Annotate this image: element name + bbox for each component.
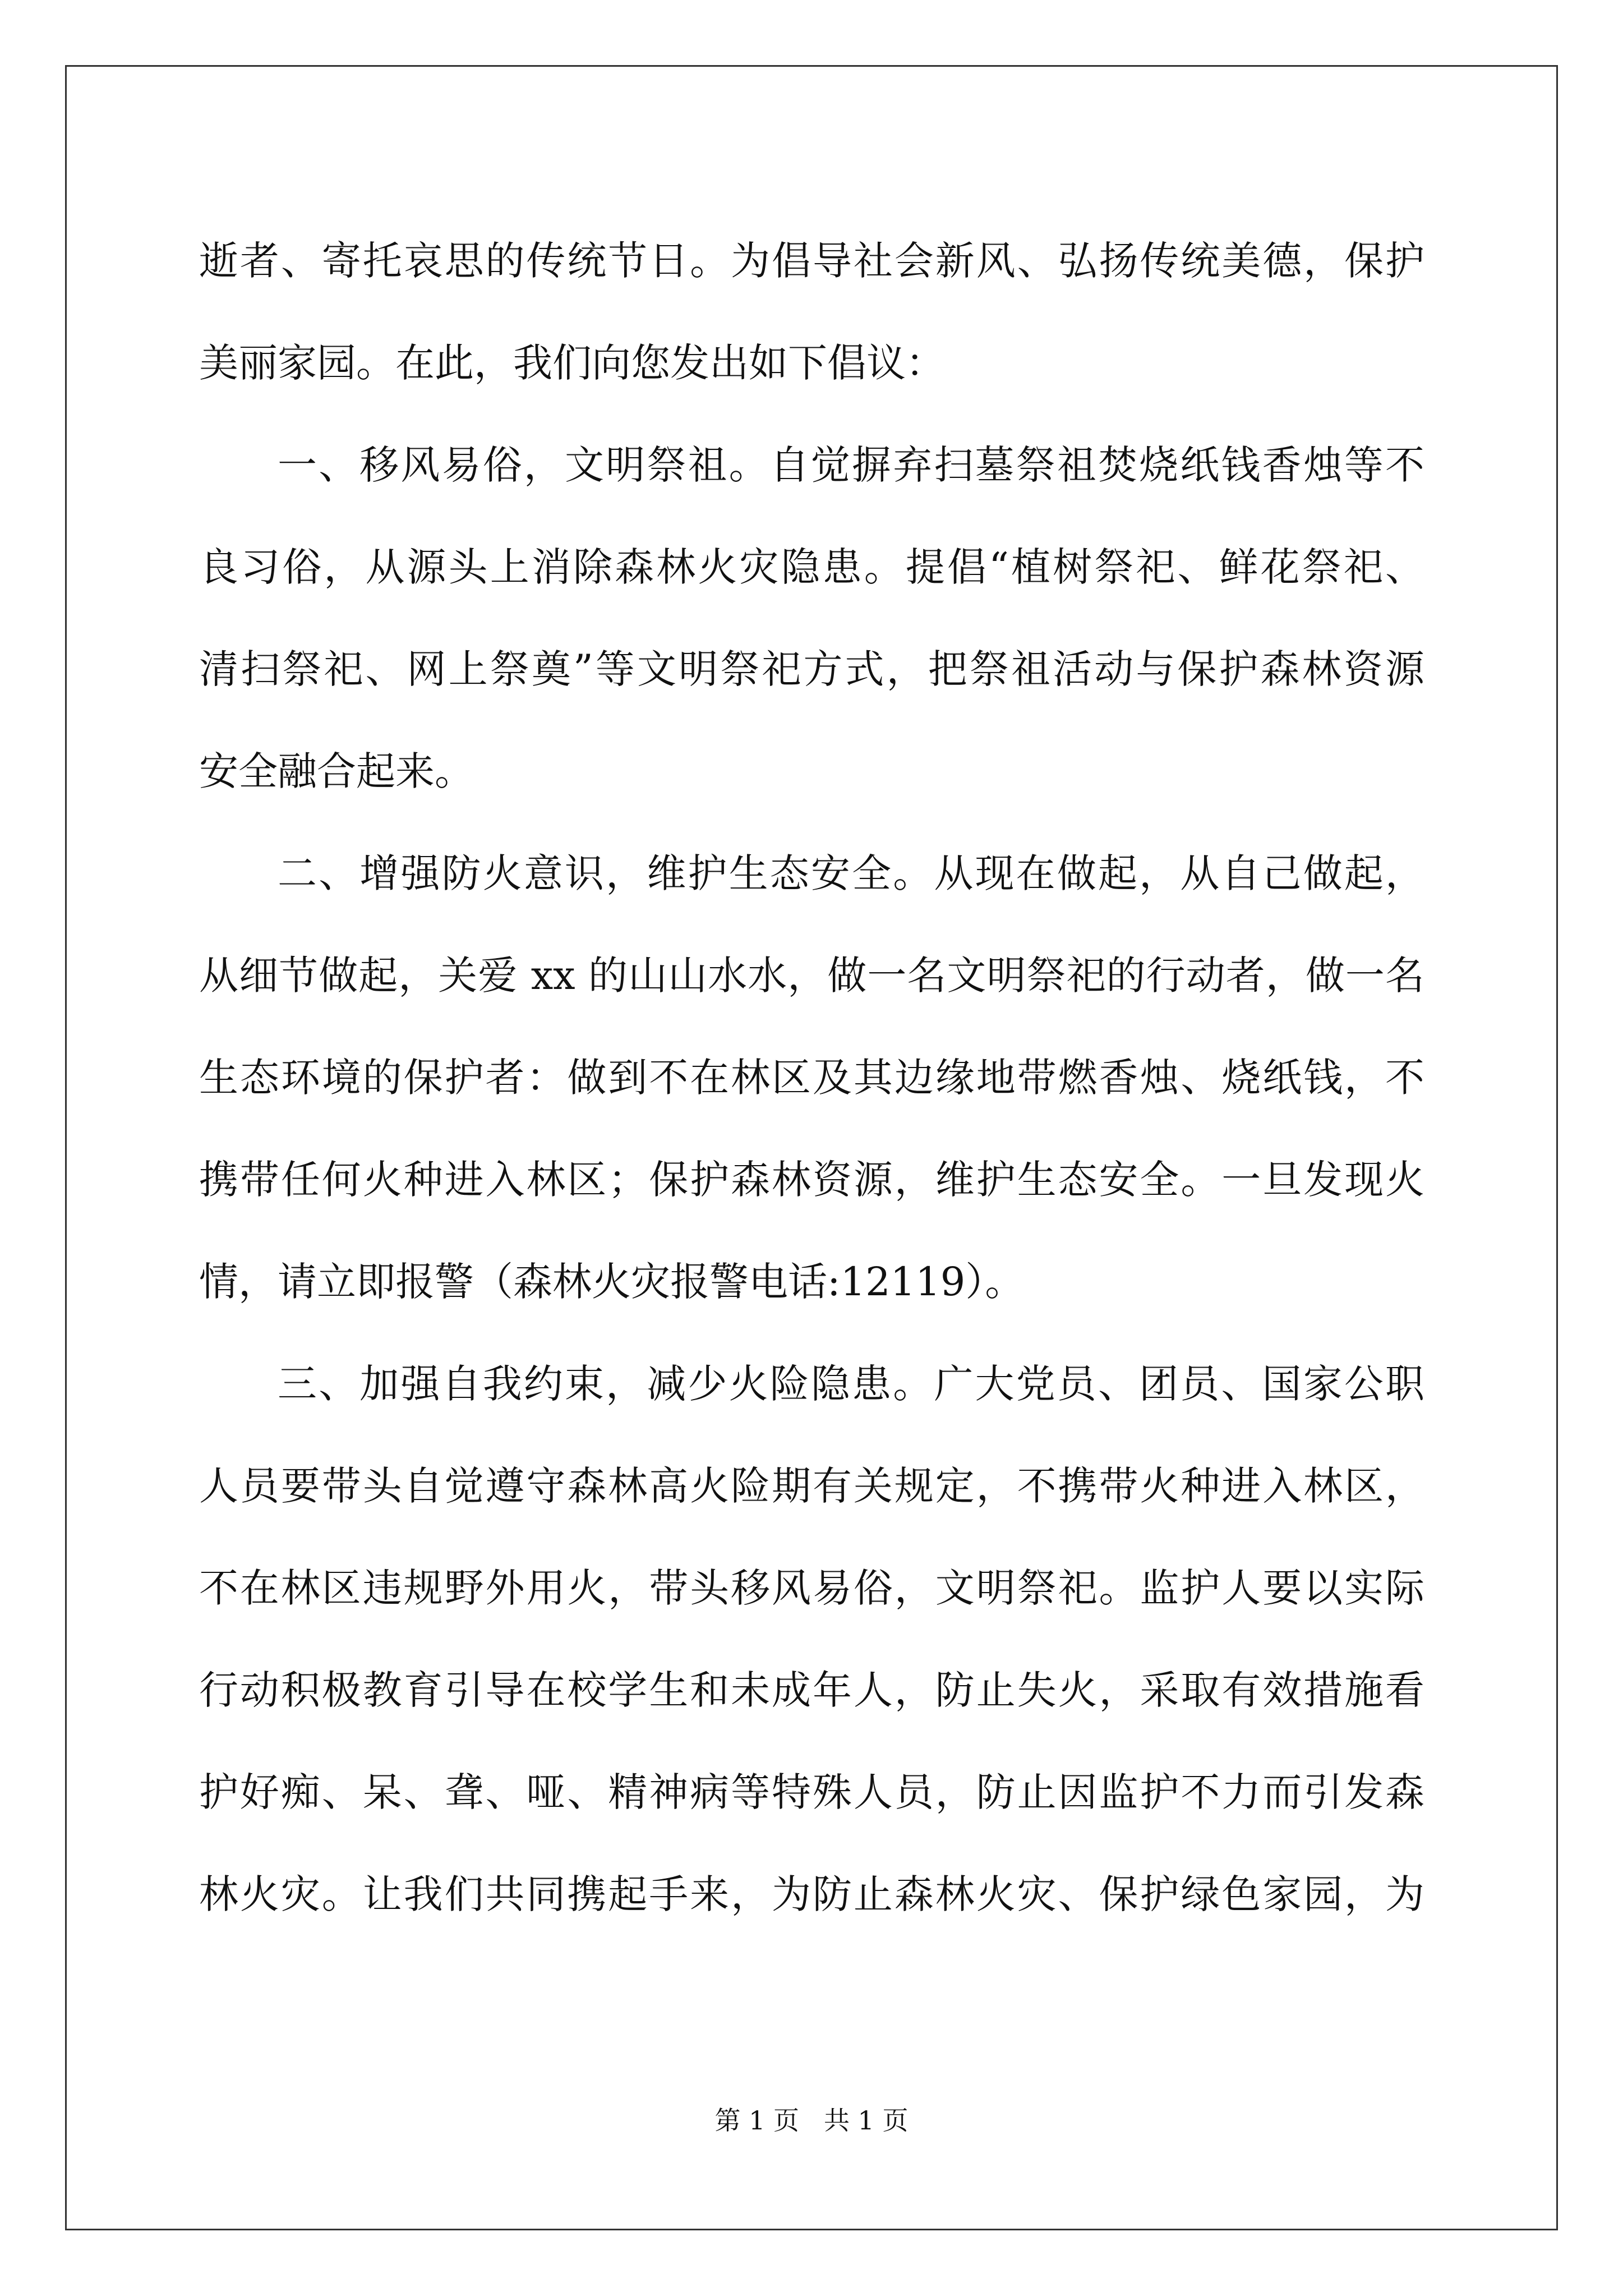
- text-line: 携带任何火种进入林区；保护森林资源，维护生态安全。一旦发现火: [199, 1157, 1424, 1203]
- text-line: 不在林区违规野外用火，带头移风易俗，文明祭祀。监护人要以实际: [199, 1565, 1424, 1611]
- text-line: 林火灾。让我们共同携起手来，为防止森林火灾、保护绿色家园，为: [199, 1871, 1424, 1917]
- page-number: 第 1 页: [714, 2105, 800, 2136]
- text-line: 逝者、寄托哀思的传统节日。为倡导社会新风、弘扬传统美德，保护: [199, 238, 1424, 284]
- text-line: 清扫祭祀、网上祭奠”等文明祭祀方式，把祭祖活动与保护森林资源: [199, 646, 1424, 692]
- text-line: 行动积极教育引导在校学生和未成年人，防止失火，采取有效措施看: [199, 1667, 1424, 1713]
- document-body: [199, 210, 1424, 1945]
- text-line: 安全融合起来。: [199, 748, 474, 794]
- paragraph-start-line: 三、加强自我约束，减少火险隐患。广大党员、团员、国家公职: [278, 1361, 1424, 1407]
- paragraph-start-line: 一、移风易俗，文明祭祖。自觉摒弃扫墓祭祖焚烧纸钱香烛等不: [278, 442, 1424, 488]
- text-line: 情，请立即报警（森林火灾报警电话:12119）。: [199, 1259, 1025, 1305]
- page-total: 共 1 页: [823, 2105, 909, 2136]
- text-line: 良习俗，从源头上消除森林火灾隐患。提倡“植树祭祀、鲜花祭祀、: [199, 544, 1424, 590]
- text-line: 生态环境的保护者：做到不在林区及其边缘地带燃香烛、烧纸钱，不: [199, 1055, 1424, 1101]
- text-line: 美丽家园。在此，我们向您发出如下倡议：: [199, 340, 945, 386]
- paragraph-start-line: 二、增强防火意识，维护生态安全。从现在做起，从自己做起，: [278, 850, 1424, 896]
- text-line: 从细节做起，关爱 xx 的山山水水，做一名文明祭祀的行动者，做一名: [199, 953, 1424, 999]
- text-line: 护好痴、呆、聋、哑、精神病等特殊人员，防止因监护不力而引发森: [199, 1769, 1424, 1815]
- page-footer: [0, 2104, 1623, 2137]
- text-line: 人员要带头自觉遵守森林高火险期有关规定，不携带火种进入林区，: [199, 1463, 1424, 1509]
